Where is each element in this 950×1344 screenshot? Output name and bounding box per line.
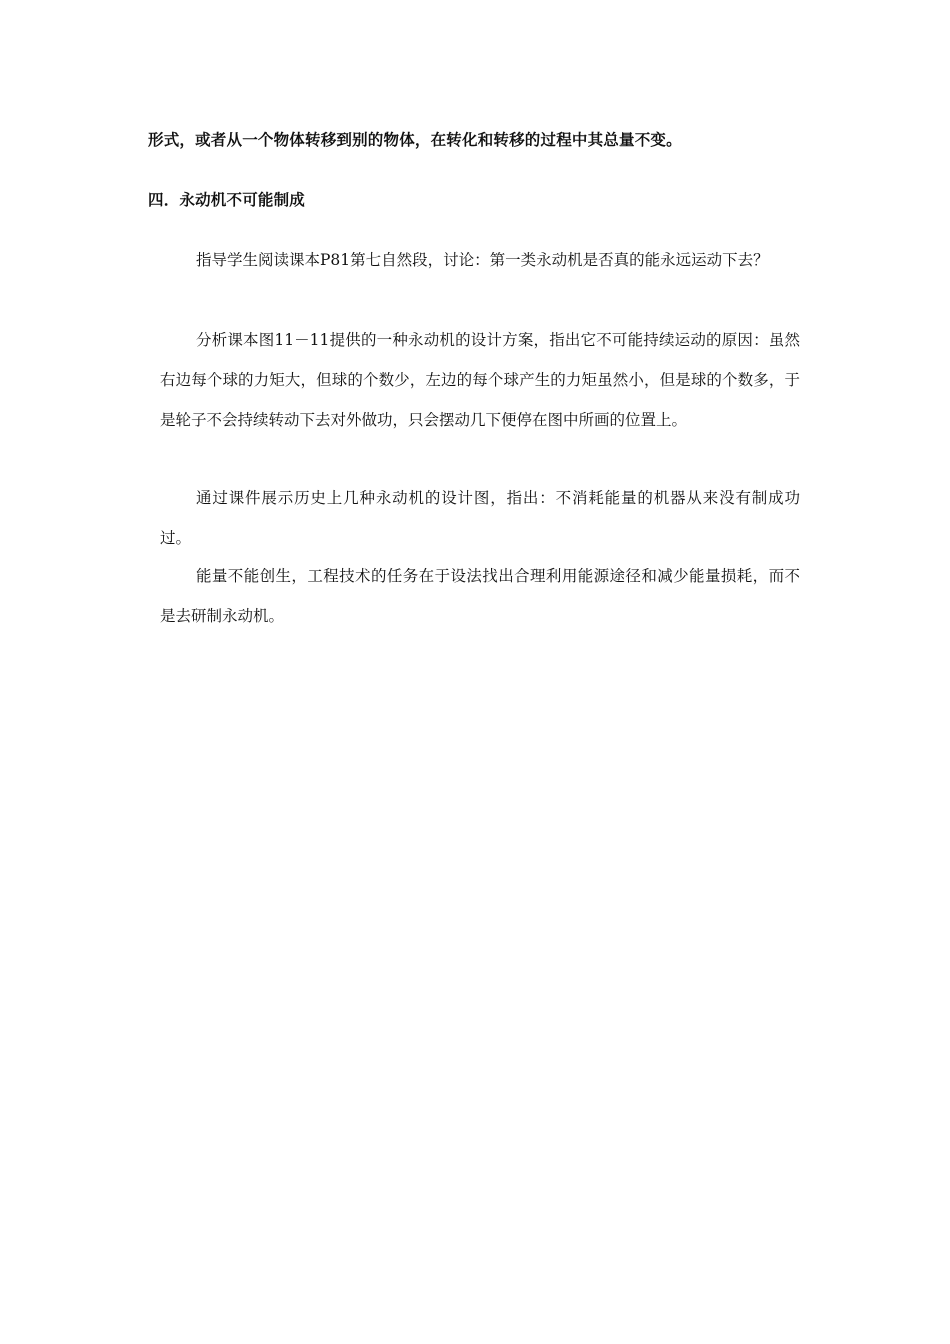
paragraph-reading-discussion: 指导学生阅读课本P81第七自然段，讨论：第一类永动机是否真的能永远运动下去？ <box>196 251 769 269</box>
paragraph-conclusion: 能量不能创生，工程技术的任务在于设法找出合理利用能源途径和减少能量损耗，而不是去研制永动机。 <box>160 567 800 625</box>
continuation-line: 形式，或者从一个物体转移到别的物体，在转化和转移的过程中其总量不变。 <box>148 131 682 149</box>
section-heading: 四．永动机不可能制成 <box>148 191 306 209</box>
paragraph-history-designs: 通过课件展示历史上几种永动机的设计图，指出：不消耗能量的机器从来没有制成功过。 <box>160 489 800 547</box>
paragraph-design-analysis: 分析课本图11－11提供的一种永动机的设计方案，指出它不可能持续运动的原因：虽然右边每个球的力矩大，但球的个数少，左边的每个球产生的力矩虽然小，但是球的个数多，于是轮子不会持续转动下去对外做功，只会摆动几下便停在图中所画的位置上。 <box>160 331 800 429</box>
